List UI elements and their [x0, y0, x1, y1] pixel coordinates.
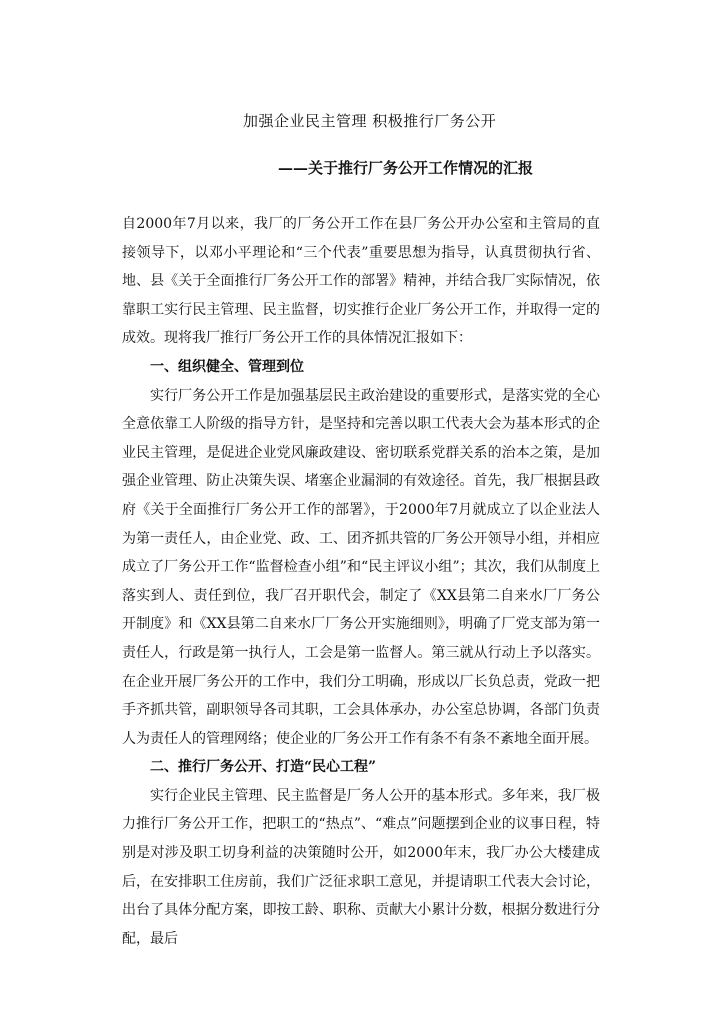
document-body: [122, 210, 600, 953]
section-2-heading: 二、推行厂务公开、打造“民心工程”: [150, 759, 377, 776]
section-2-paragraph: 实行企业民主管理、民主监督是厂务人公开的基本形式。多年来，我厂极力推行厂务公开工作，把职工的“热点”、“难点”问题摆到企业的议事日程，特别是对涉及职工切身利益的决策随时公开，如2000年末，我厂办公大楼建成后，在安排职工住房前，我们广泛征求职工意见，并提请职工代表大会讨论，出台了具体分配方案，即按工龄、职称、贡献大小累计分数，根据分数进行分配，最后: [122, 787, 600, 947]
intro-paragraph: 自2000年7月以来，我厂的厂务公开工作在县厂务公开办公室和主管局的直接领导下，以邓小平理论和“三个代表”重要思想为指导，认真贯彻执行省、地、县《关于全面推行厂务公开工作的部署》精神，并结合我厂实际情况，依靠职工实行民主管理、民主监督，切实推行企业厂务公开工作，并取得一定的成效。现将我厂推行厂务公开工作的具体情况汇报如下：: [122, 216, 600, 347]
document-subtitle: ——关于推行厂务公开工作情况的汇报: [278, 159, 534, 177]
document-title: 加强企业民主管理 积极推行厂务公开: [243, 112, 497, 130]
section-1-heading: 一、组织健全、管理到位: [150, 358, 304, 375]
section-1-paragraph: 实行厂务公开工作是加强基层民主政治建设的重要形式，是落实党的全心全意依靠工人阶级的指导方针，是坚持和完善以职工代表大会为基本形式的企业民主管理，是促进企业党风廉政建设、密切联系党群关系的治本之策，是加强企业管理、防止决策失误、堵塞企业漏洞的有效途径。首先，我厂根据县政府《关于全面推行厂务公开工作的部署》，于2000年7月就成立了以企业法人为第一责任人，由企业党、政、工、团齐抓共管的厂务公开领导小组，并相应成立了厂务公开工作“监督检查小组”和“民主评议小组”；其次，我们从制度上落实到人、责任到位，我厂召开职代会，制定了《XX县第二自来水厂厂务公开制度》和《XX县第二自来水厂厂务公开实施细则》，明确了厂党支部为第一责任人，行政是第一执行人，工会是第一监督人。第三就从行动上予以落实。在企业开展厂务公开的工作中，我们分工明确，形成以厂长负总责，党政一把手齐抓共管，副职领导各司其职，工会具体承办，办公室总协调，各部门负责人为责任人的管理网络；使企业的厂务公开工作有条不有条不紊地全面开展。: [122, 387, 600, 747]
